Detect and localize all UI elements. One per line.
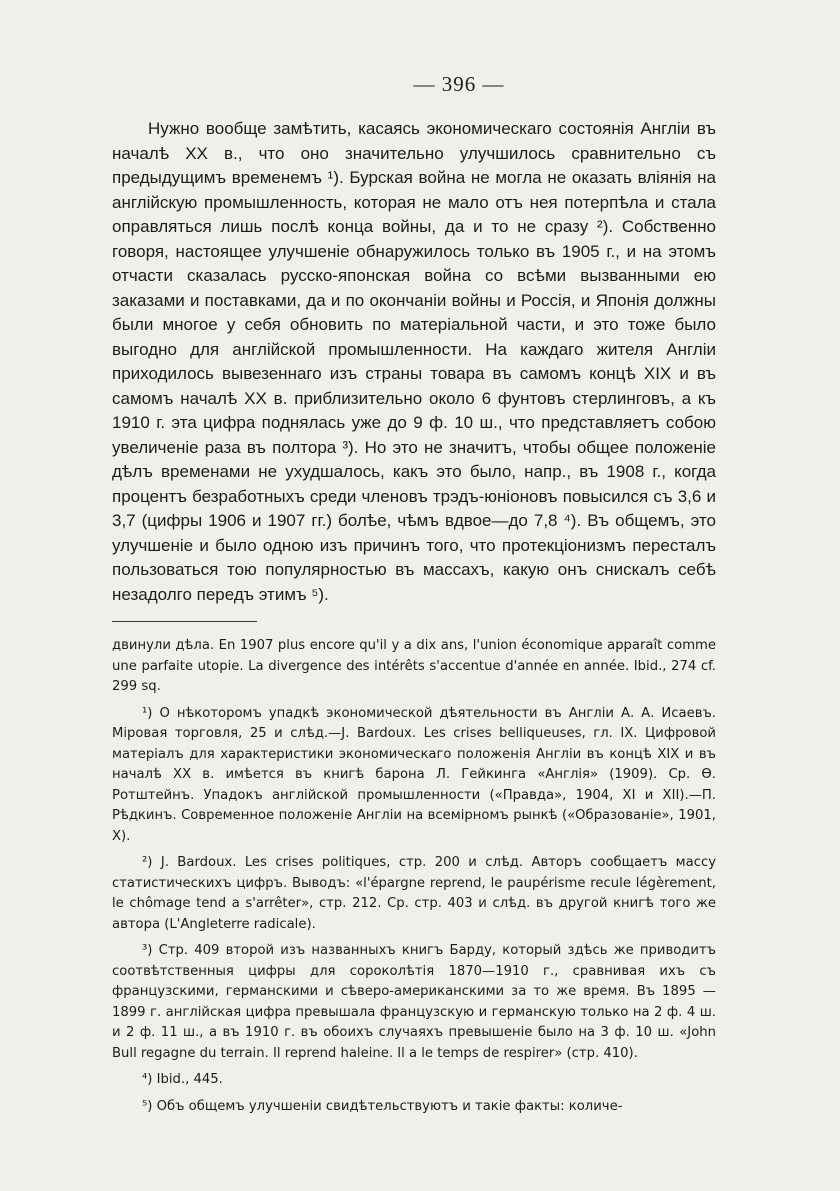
document-page bbox=[112, 72, 716, 1182]
footnote-divider bbox=[112, 621, 257, 622]
footnote-1: ¹) О нѣкоторомъ упадкѣ экономической дѣятельности въ Англіи А. А. Исаевъ. Міровая торговля, 25 и слѣд.—J. Bardoux. Les crises belliqueuses, гл. IX. Цифровой матеріалъ для характеристики экономическаго положенія Англіи въ концѣ XIX и въ началѣ XX в. имѣется въ книгѣ барона Л. Гейкинга «Англія» (1909). Ср. Ѳ. Ротштейнъ. Упадокъ англійской промышленности («Правда», 1904, XI и XII).—П. Рѣдкинъ. Современное положеніе Англіи на всемірномъ рынкѣ («Образованіе», 1901, X). bbox=[112, 705, 716, 844]
footnote-5: ⁵) Объ общемъ улучшеніи свидѣтельствуютъ и такіе факты: количе- bbox=[142, 1098, 623, 1114]
footnote-continuation: двинули дѣла. En 1907 plus encore qu'il y a dix ans, l'union économique apparaît comme une parfaite utopie. La divergence des intérêts s'accentue d'année en année. Ibid., 274 cf. 299 sq. bbox=[112, 638, 716, 694]
footnote-2: ²) J. Bardoux. Les crises politiques, стр. 200 и слѣд. Авторъ сообщаетъ массу статистическихъ цифръ. Выводъ: «l'épargne reprend, le paupérisme recule légèrement, le chômage tend a s'arrêter», стр. 212. Ср. стр. 403 и слѣд. въ другой книгѣ того же автора (L'Angleterre radicale). bbox=[112, 855, 716, 932]
footnote-4: ⁴) Ibid., 445. bbox=[142, 1072, 223, 1087]
page-number: — 396 — bbox=[413, 72, 505, 96]
footnotes bbox=[112, 636, 716, 1117]
footnote-3: ³) Стр. 409 второй изъ названныхъ книгъ Барду, который здѣсь же приводитъ соотвѣтственныя цифры для сороколѣтія 1870—1910 г., сравнивая ихъ съ французскими, германскими и сѣверо-американскими за то же время. Въ 1895 — 1899 г. англійская цифра превышала французскую и германскую только на 2 ф. 4 ш. и 2 ф. 11 ш., а въ 1910 г. въ обоихъ случаяхъ превышеніе было на 3 ф. 10 ш. «John Bull regagne du terrain. Il reprend haleine. Il a le temps de respirer» (стр. 410). bbox=[112, 943, 716, 1061]
main-paragraph: Нужно вообще замѣтить, касаясь экономическаго состоянія Англіи въ началѣ XX в., что оно значительно улучшилось сравнительно съ предыдущимъ временемъ ¹). Бурская война не могла не оказать вліянія на англійскую промышленность, которая не мало отъ нея потерпѣла и стала оправляться лишь послѣ конца войны, да и то не сразу ²). Собственно говоря, настоящее улучшеніе обнаружилось только въ 1905 г., и на этомъ отчасти сказалась русско-японская война со всѣми вызванными ею заказами и поставками, да и по окончаніи войны и Россія, и Японія должны были многое у себя обновить по матеріальной части, и это тоже было выгодно для англійской промышленности. На каждаго жителя Англіи приходилось вывезеннаго изъ страны товара въ самомъ концѣ XIX и въ самомъ началѣ XX в. приблизительно около 6 фунтовъ стерлинговъ, а къ 1910 г. эта цифра поднялась уже до 9 ф. 10 ш., что представляетъ собою увеличеніе раза въ полтора ³). Но это не значитъ, чтобы общее положеніе дѣлъ временами не ухудшалось, какъ это было, напр., въ 1908 г., когда процентъ безработныхъ среди членовъ трэдъ-юніоновъ повысился съ 3,6 и 3,7 (цифры 1906 и 1907 гг.) болѣе, чѣмъ вдвое—до 7,8 ⁴). Въ общемъ, это улучшеніе и было одною изъ причинъ того, что протекціонизмъ пересталъ пользоваться тою популярностью въ массахъ, какую онъ снискалъ себѣ незадолго передъ этимъ ⁵). bbox=[112, 119, 716, 604]
